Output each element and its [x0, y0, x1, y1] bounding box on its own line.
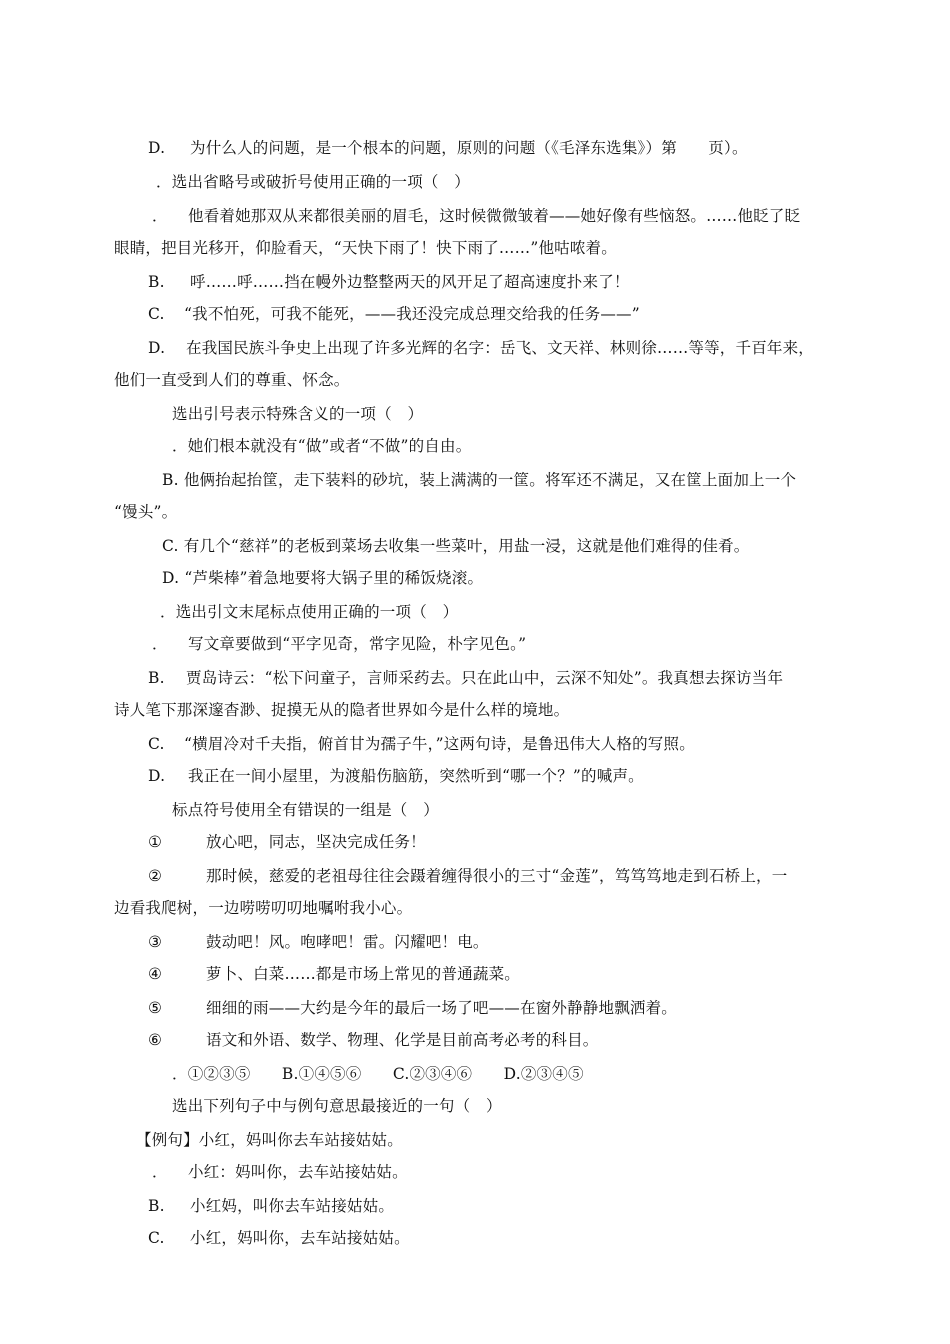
option-text: C. 有几个“慈祥”的老板到菜场去收集一些菜叶，用盐一浸，这就是他们难得的佳肴。	[162, 537, 750, 555]
example-text: 【例句】小红，妈叫你去车站接姑姑。	[136, 1131, 403, 1149]
option-line	[152, 206, 800, 226]
option-line	[152, 634, 526, 654]
option-line	[152, 1162, 408, 1182]
option-line	[148, 766, 644, 786]
sentence-line	[148, 866, 787, 886]
option-text: 贾岛诗云：“松下问童子，言师采药去。只在此山中，云深不知处”。我真想去探访当年	[186, 669, 784, 687]
option-text: 他们一直受到人们的尊重、怀念。	[114, 371, 350, 389]
option-line	[148, 138, 748, 158]
option-text: 在我国民族斗争史上出现了许多光辉的名字：岳飞、文天祥、林则徐……等等，千百年来，	[186, 339, 815, 357]
question-text: 选出下列句子中与例句意思最接近的一句（ ）	[172, 1097, 502, 1115]
option-label: D.	[148, 139, 166, 157]
option-label: C.	[148, 305, 165, 323]
option-line	[148, 338, 814, 358]
option-line	[148, 734, 695, 754]
sentence-number: ④	[148, 965, 163, 983]
sentence-text: 萝卜、白菜……都是市场上常见的普通蔬菜。	[206, 965, 521, 983]
option-text: “馒头”。	[114, 503, 178, 521]
sentence-text: 鼓动吧！风。咆哮吧！雷。闪耀吧！电。	[206, 933, 489, 951]
option-label: ．	[152, 635, 168, 653]
option-line	[148, 668, 783, 688]
option-line	[148, 304, 640, 324]
sentence-line	[148, 964, 520, 984]
question-text: ．选出省略号或破折号使用正确的一项（ ）	[156, 173, 471, 191]
option-line	[162, 470, 796, 490]
sentence-text: 边看我爬树，一边唠唠叨叨地嘱咐我小心。	[114, 899, 413, 917]
option-text: 诗人笔下那深邃杳渺、捉摸无从的隐者世界如今是什么样的境地。	[114, 701, 570, 719]
sentence-text: 语文和外语、数学、物理、化学是目前高考必考的科目。	[206, 1031, 599, 1049]
sentence-number: ③	[148, 933, 163, 951]
option-text: B. 他俩抬起抬筐，走下装料的砂坑，装上满满的一筐。将军还不满足，又在筐上面加上一个	[162, 471, 797, 489]
option-text: 我正在一间小屋里，为渡船伤脑筋，突然听到“哪一个？”的喊声。	[188, 767, 644, 785]
option-continuation	[114, 502, 177, 522]
option-label: ．	[152, 1163, 168, 1181]
sentence-number: ②	[148, 867, 163, 885]
sentence-line	[148, 998, 677, 1018]
option-text: 小红，妈叫你，去车站接姑姑。	[190, 1229, 410, 1247]
sentence-line	[148, 832, 426, 852]
sentence-line	[148, 932, 489, 952]
option-line	[148, 1228, 410, 1248]
question-line	[160, 602, 458, 622]
example-sentence	[136, 1130, 403, 1150]
option-label: C.	[148, 1229, 165, 1247]
answer-choices-text: ．①②③⑤ B.①④⑤⑥ C.②③④⑥ D.②③④⑤	[172, 1065, 584, 1083]
option-line	[162, 568, 483, 588]
option-text: D. “芦柴棒”着急地要将大锅子里的稀饭烧滚。	[162, 569, 484, 587]
option-text: 写文章要做到“平字见奇，常字见险，朴字见色。”	[188, 635, 527, 653]
question-line	[172, 1096, 502, 1116]
option-text: 呼……呼……挡在幔外边整整两天的风开足了超高速度扑来了！	[190, 273, 630, 291]
sentence-number: ①	[148, 833, 163, 851]
option-text: 眼睛，把目光移开，仰脸看天，“天快下雨了！快下雨了……”他咕哝着。	[114, 239, 617, 257]
question-line	[172, 404, 423, 424]
option-label: ．	[152, 207, 168, 225]
question-line	[156, 172, 470, 192]
option-text: 小红：妈叫你，去车站接姑姑。	[188, 1163, 408, 1181]
option-label: C.	[148, 735, 165, 753]
question-text: 标点符号使用全有错误的一组是（ ）	[172, 801, 439, 819]
option-continuation	[114, 238, 617, 258]
option-line	[162, 536, 750, 556]
option-text: 小红妈，叫你去车站接姑姑。	[190, 1197, 395, 1215]
option-text: “我不怕死，可我不能死，——我还没完成总理交给我的任务——”	[184, 305, 640, 323]
sentence-line	[148, 1030, 599, 1050]
sentence-number: ⑤	[148, 999, 163, 1017]
option-line	[148, 1196, 394, 1216]
question-line	[172, 800, 439, 820]
option-line	[148, 272, 630, 292]
question-text: ．选出引文末尾标点使用正确的一项（ ）	[160, 603, 459, 621]
option-text: 他看着她那双从来都很美丽的眉毛，这时候微微皱着——她好像有些恼怒。……他眨了眨	[188, 207, 801, 225]
sentence-text: 细细的雨——大约是今年的最后一场了吧——在窗外静静地飘洒着。	[206, 999, 678, 1017]
option-label: B.	[148, 1197, 165, 1215]
option-continuation	[114, 700, 569, 720]
option-text: 为什么人的问题，是一个根本的问题，原则的问题（《毛泽东选集》）第 页）。	[190, 139, 748, 157]
sentence-continuation	[114, 898, 412, 918]
option-continuation	[114, 370, 350, 390]
option-line	[172, 436, 471, 456]
answer-choices	[172, 1064, 584, 1084]
sentence-number: ⑥	[148, 1031, 163, 1049]
option-text: “横眉冷对千夫指，俯首甘为孺子牛，”这两句诗，是鲁迅伟大人格的写照。	[184, 735, 695, 753]
option-text: ．她们根本就没有“做”或者“不做”的自由。	[172, 437, 472, 455]
option-label: B.	[148, 669, 165, 687]
sentence-text: 那时候，慈爱的老祖母往往会蹑着缠得很小的三寸“金莲”，笃笃笃地走到石桥上，一	[206, 867, 788, 885]
option-label: D.	[148, 767, 166, 785]
option-label: B.	[148, 273, 165, 291]
sentence-text: 放心吧，同志，坚决完成任务！	[206, 833, 426, 851]
option-label: D.	[148, 339, 166, 357]
question-text: 选出引号表示特殊含义的一项（ ）	[172, 405, 424, 423]
